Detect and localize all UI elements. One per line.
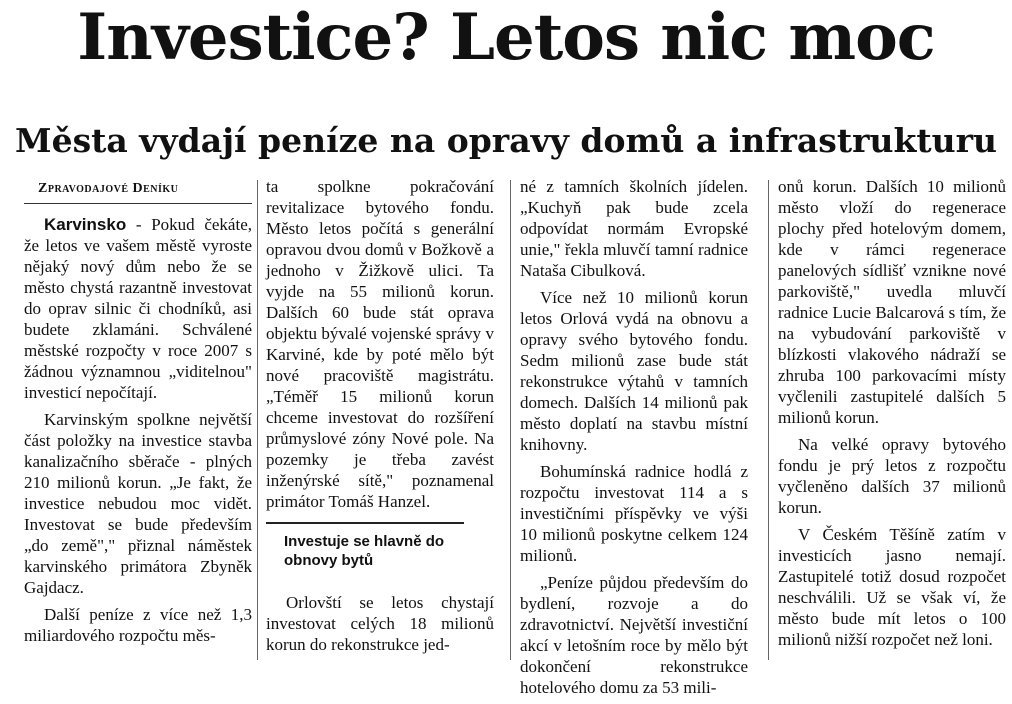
dateline: Karvinsko bbox=[44, 215, 127, 234]
article-column-4 bbox=[778, 176, 1006, 656]
article-column-3 bbox=[520, 176, 748, 704]
paragraph: „Peníze půjdou především do bydlení, rozvoje a do zdravotnictví. Největší investiční akcí v letošním roce by mělo být dokončení rekonstrukce hotelového domu za 53 mili- bbox=[520, 573, 748, 697]
byline: Zpravodajové Deníku bbox=[24, 178, 252, 204]
paragraph: Více než 10 milionů korun letos Orlová vydá na obnovu a opravy svého bytového fondu. Sedm milionů zase bude stát rekonstrukce výtahů v tamních domech. Dalších 14 milionů pak město doplatí na stavbu místní knihovny. bbox=[520, 288, 748, 454]
column-divider bbox=[257, 180, 258, 660]
paragraph: Karvinským spolkne největší část položky na investice stavba kanalizačního sběrače - plných 210 milionů korun. „Je fakt, že investice nebudou moc vidět. Investovat se bude především „do země"," přiznal náměstek karvinského primátora Zbyněk Gajdacz. bbox=[24, 410, 252, 597]
paragraph: Bohumínská radnice hodlá z rozpočtu investovat 114 a s investičními příspěvky ve výši 10 milionů poskytne celkem 124 milionů. bbox=[520, 462, 748, 565]
paragraph: onů korun. Dalších 10 milionů město vloží do regenerace plochy před hotelovým domem, kde v rámci regenerace panelových sídlišť vznikne nové parkoviště," uvedla mluvčí radnice Lucie Balcarová s tím, že na vybudování parkoviště v blízkosti vlakového nádraží se zhruba 100 parkovacími místy vyčlenili zastupitelé dalších 5 milionů korun. bbox=[778, 177, 1006, 427]
paragraph: Na velké opravy bytového fondu je prý letos z rozpočtu vyčleněno dalších 37 milionů korun. bbox=[778, 435, 1006, 517]
subheadline: Města vydají peníze na opravy domů a infrastrukturu bbox=[15, 121, 997, 160]
section-subheading: Investuje se hlavně do obnovy bytů bbox=[266, 522, 464, 578]
paragraph: ta spolkne pokračování revitalizace bytového fondu. Město letos počítá s generální opravou dvou domů v Božkově a jednoho v Žižkově ulici. Ta vyjde na 55 milionů korun. Dalších 60 bude stát oprava objektu bývalé vojenské správy v Karviné, kde by poté mělo být nové pracoviště magistrátu. „Téměř 15 milionů korun chceme investovat do rozšíření průmyslové zóny Nové pole. Na pozemky je třeba zavést inženýrské sítě," poznamenal primátor Tomáš Hanzel. bbox=[266, 177, 494, 511]
column-divider bbox=[768, 180, 769, 660]
article-column-1 bbox=[24, 178, 252, 652]
column-divider bbox=[510, 180, 511, 660]
paragraph: Další peníze z více než 1,3 miliardového rozpočtu měs- bbox=[24, 605, 252, 645]
paragraph: V Českém Těšíně zatím v investicích jasno nemají. Zastupitelé totiž dosud rozpočet neschválili. Už se však ví, že město bude mít letos o 100 milionů nižší rozpočet než loni. bbox=[778, 525, 1006, 649]
paragraph: Karvinsko - Pokud čekáte, že letos ve vašem městě vyroste nějaký nový dům nebo že se město chystá razantně investovat do oprav silnic či chodníků, asi budete zklamáni. Schválené městské rozpočty v roce 2007 s žádnou významnou „viditelnou" investicí nepočítají. bbox=[24, 215, 252, 402]
article-column-2 bbox=[266, 176, 494, 661]
paragraph: Orlovští se letos chystají investovat celých 18 milionů korun do rekonstrukce jed- bbox=[266, 593, 494, 654]
paragraph: né z tamních školních jídelen. „Kuchyň pak bude zcela odpovídat normám Evropské unie," řekla mluvčí tamní radnice Nataša Cibulková. bbox=[520, 177, 748, 280]
headline: Investice? Letos nic moc bbox=[77, 0, 935, 75]
